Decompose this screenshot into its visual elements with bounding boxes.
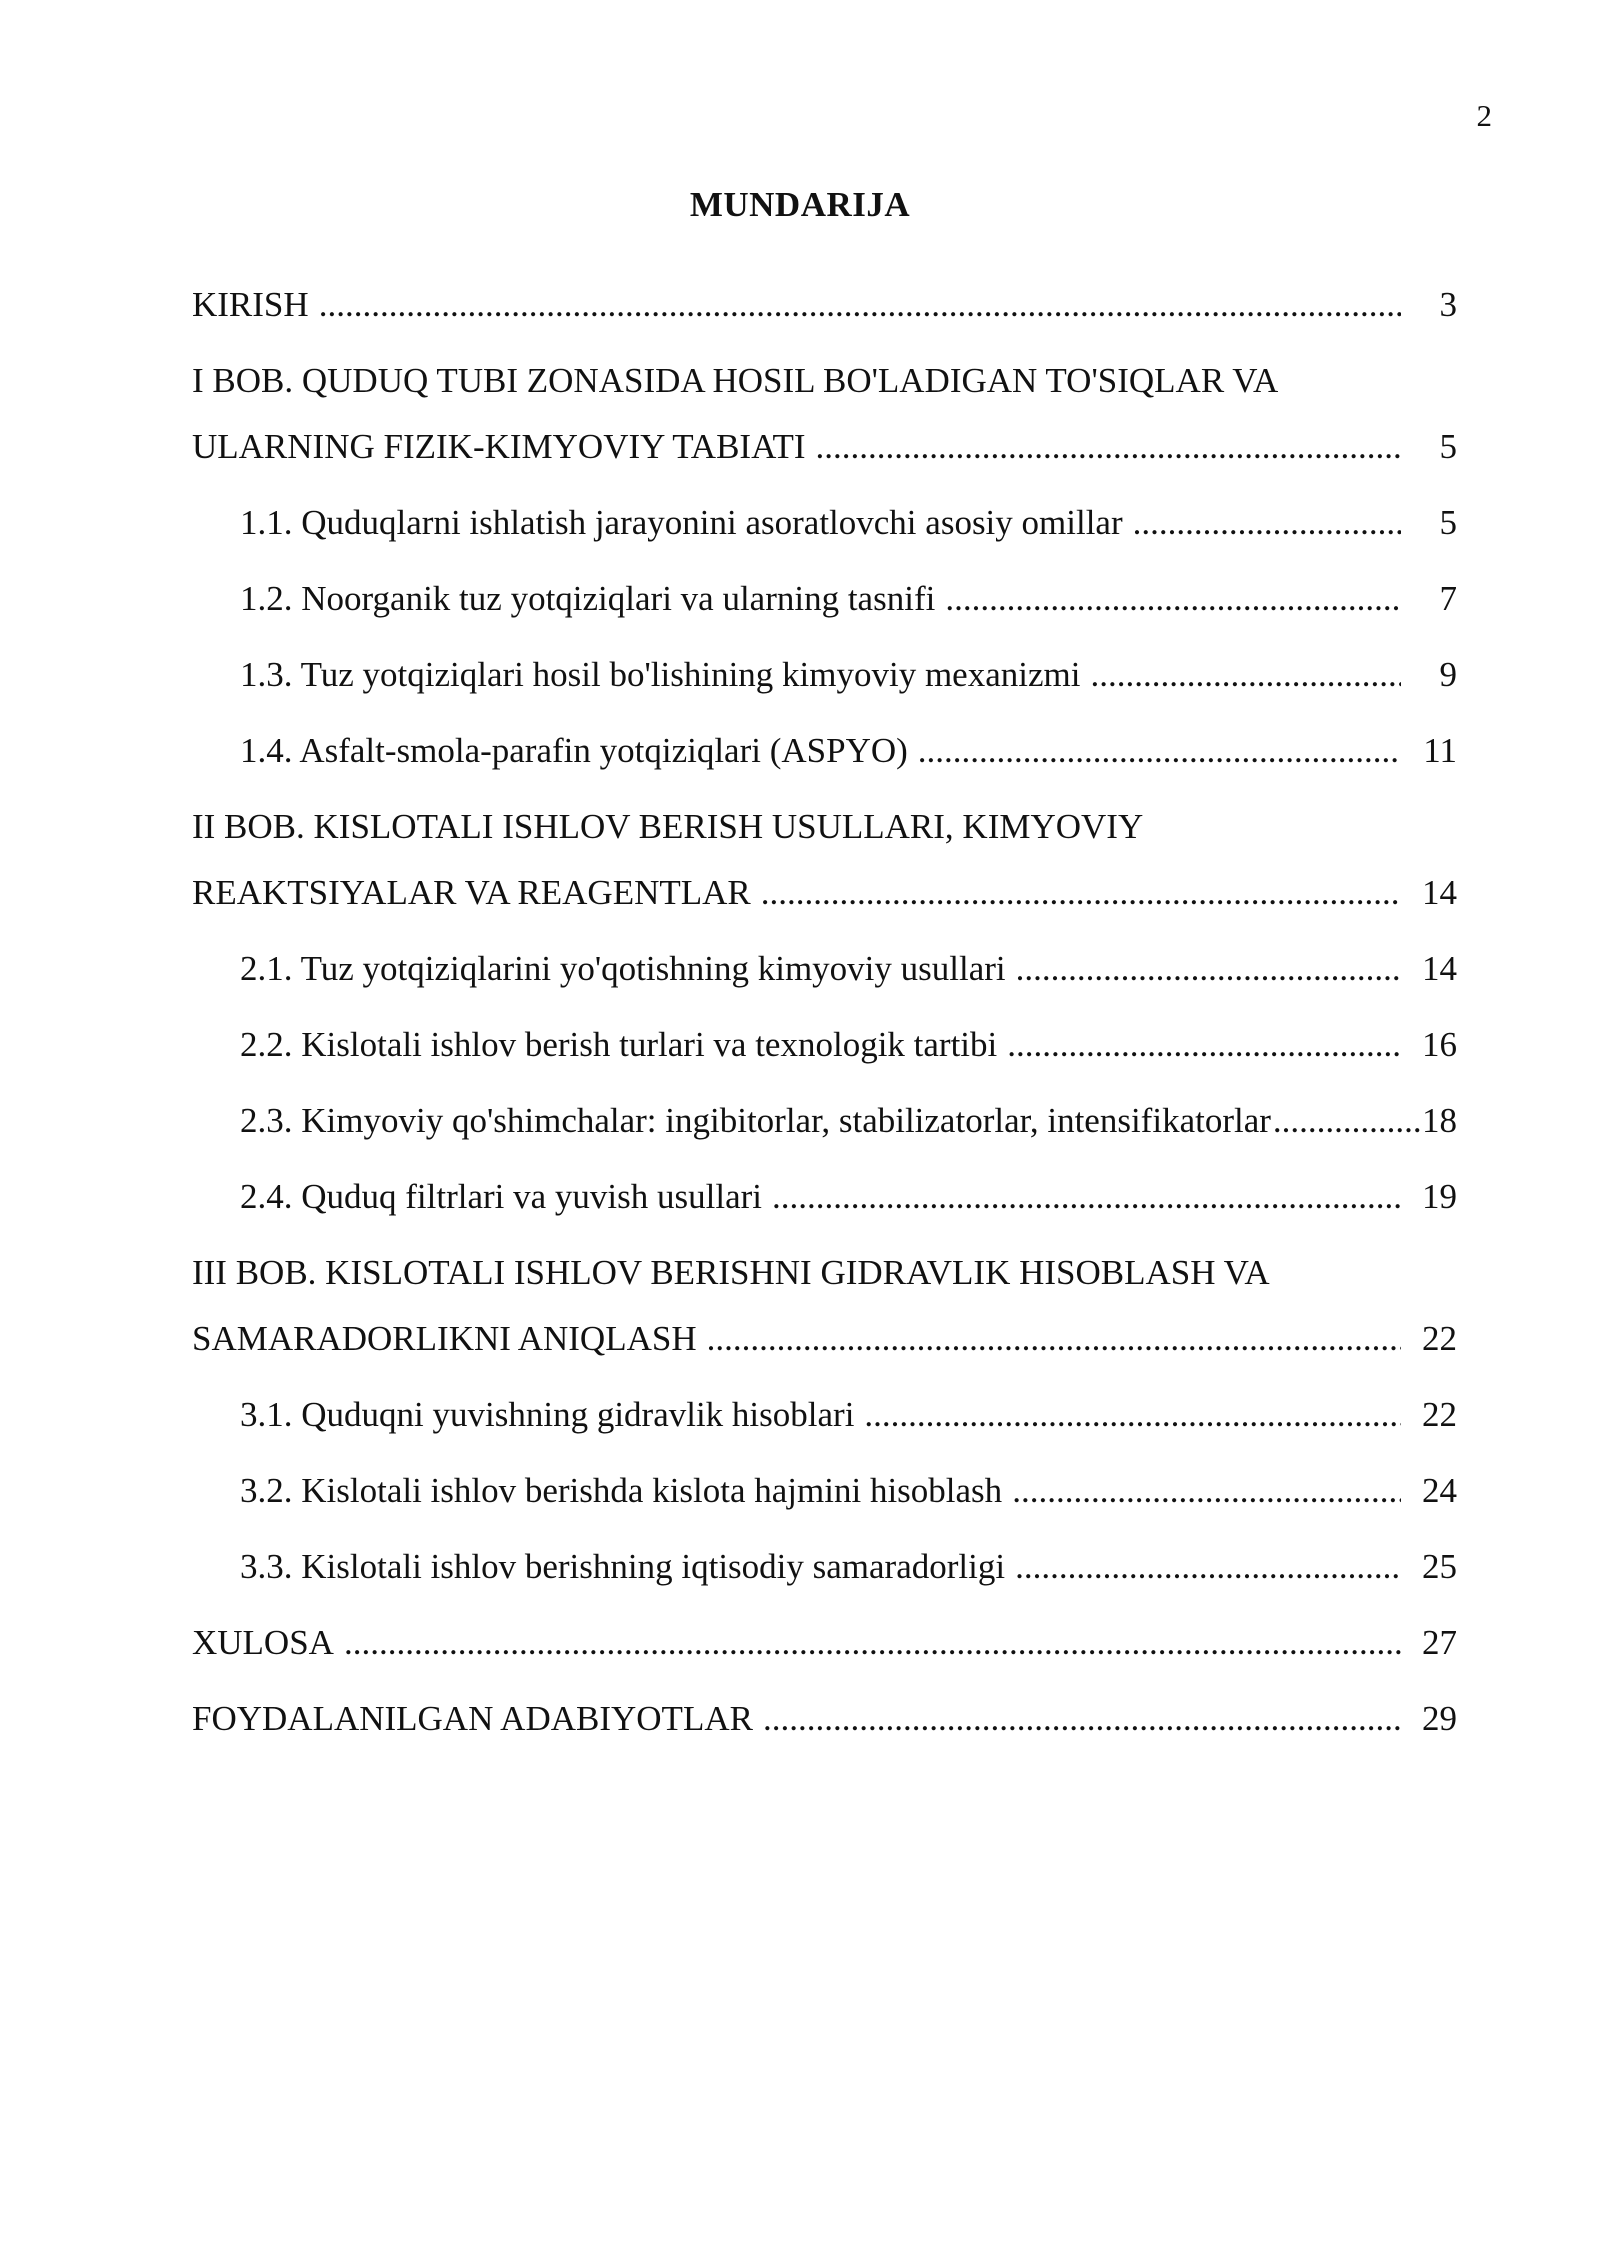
toc-entry-kirish[interactable] <box>192 272 1457 338</box>
dot-leader <box>344 1610 1401 1676</box>
toc-entry-label: ULARNING FIZIK-KIMYOVIY TABIATI <box>192 427 806 466</box>
dot-leader <box>1090 642 1401 708</box>
toc-entry-label: SAMARADORLIKNI ANIQLASH <box>192 1319 697 1358</box>
toc-entry-chapter-1[interactable] <box>192 348 1457 480</box>
toc-entry-label-line1: II BOB. KISLOTALI ISHLOV BERISH USULLARI, KIMYOVIY <box>192 807 1144 846</box>
toc-entry-label: 1.1. Quduqlarni ishlatish jarayonini asoratlovchi asosiy omillar <box>240 503 1123 542</box>
toc-entry-page: 5 <box>1439 503 1457 542</box>
toc-entry-label: 2.4. Quduq filtrlari va yuvish usullari <box>240 1177 763 1216</box>
toc-entry-page: 29 <box>1422 1699 1457 1738</box>
toc-entry-page: 22 <box>1422 1395 1457 1434</box>
page-number: 2 <box>1476 98 1492 133</box>
toc-entry-chapter-2[interactable] <box>192 794 1457 926</box>
toc-entry-label: 1.3. Tuz yotqiziqlari hosil bo'lishining kimyoviy mexanizmi <box>240 655 1081 694</box>
toc-entry-2-3[interactable] <box>192 1088 1457 1154</box>
dot-leader <box>1133 490 1401 556</box>
toc-entry-page: 7 <box>1439 579 1457 618</box>
dot-leader <box>816 414 1401 480</box>
toc-entry-label: REAKTSIYALAR VA REAGENTLAR <box>192 873 751 912</box>
dot-leader <box>864 1382 1401 1448</box>
toc-entry-label: 1.2. Noorganik tuz yotqiziqlari va ularning tasnifi <box>240 579 936 618</box>
toc-entry-1-3[interactable] <box>192 642 1457 708</box>
dot-leader <box>918 718 1401 784</box>
toc-entry-3-1[interactable] <box>192 1382 1457 1448</box>
toc-entry-page: 9 <box>1439 655 1457 694</box>
toc-entry-page: 11 <box>1423 731 1457 770</box>
dot-leader <box>763 1686 1401 1752</box>
toc-entry-page: 16 <box>1422 1025 1457 1064</box>
toc-entry-2-1[interactable] <box>192 936 1457 1002</box>
toc-entry-label-line1: III BOB. KISLOTALI ISHLOV BERISHNI GIDRAVLIK HISOBLASH VA <box>192 1253 1270 1292</box>
toc-entry-label: FOYDALANILGAN ADABIYOTLAR <box>192 1699 753 1738</box>
toc-entry-label: 2.3. Kimyoviy qo'shimchalar: ingibitorlar, stabilizatorlar, intensifikatorlar <box>240 1101 1271 1140</box>
toc-entry-page: 18 <box>1422 1101 1457 1140</box>
toc-entry-label: KIRISH <box>192 285 309 324</box>
toc-entry-1-1[interactable] <box>192 490 1457 556</box>
toc-entry-page: 14 <box>1422 873 1457 912</box>
toc-entry-chapter-3[interactable] <box>192 1240 1457 1372</box>
dot-leader <box>1007 1012 1401 1078</box>
dot-leader <box>1012 1458 1401 1524</box>
toc-entry-label-line1: I BOB. QUDUQ TUBI ZONASIDA HOSIL BO'LADIGAN TO'SIQLAR VA <box>192 361 1279 400</box>
dot-leader <box>707 1306 1401 1372</box>
toc-entry-2-4[interactable] <box>192 1164 1457 1230</box>
toc-entry-3-3[interactable] <box>192 1534 1457 1600</box>
toc-entry-page: 5 <box>1439 427 1457 466</box>
dot-leader <box>319 272 1401 338</box>
toc-entry-label: XULOSA <box>192 1623 334 1662</box>
toc-entry-page: 24 <box>1422 1471 1457 1510</box>
toc-entry-page: 19 <box>1422 1177 1457 1216</box>
table-of-contents <box>192 272 1457 1762</box>
toc-entry-1-2[interactable] <box>192 566 1457 632</box>
toc-entry-3-2[interactable] <box>192 1458 1457 1524</box>
toc-entry-page: 27 <box>1422 1623 1457 1662</box>
toc-entry-label: 3.3. Kislotali ishlov berishning iqtisodiy samaradorligi <box>240 1547 1006 1586</box>
toc-entry-xulosa[interactable] <box>192 1610 1457 1676</box>
toc-entry-page: 22 <box>1422 1319 1457 1358</box>
toc-entry-page: 14 <box>1422 949 1457 988</box>
toc-entry-2-2[interactable] <box>192 1012 1457 1078</box>
toc-entry-label: 2.1. Tuz yotqiziqlarini yo'qotishning kimyoviy usullari <box>240 949 1006 988</box>
toc-title: MUNDARIJA <box>689 185 911 224</box>
dot-leader <box>945 566 1401 632</box>
toc-entry-page: 25 <box>1422 1547 1457 1586</box>
dot-leader <box>772 1164 1401 1230</box>
dot-leader <box>1015 1534 1401 1600</box>
toc-entry-label: 2.2. Kislotali ishlov berish turlari va texnologik tartibi <box>240 1025 998 1064</box>
toc-entry-page: 3 <box>1439 285 1457 324</box>
toc-entry-adabiyotlar[interactable] <box>192 1686 1457 1752</box>
dot-leader <box>1273 1088 1420 1154</box>
dot-leader <box>1016 936 1401 1002</box>
toc-entry-label: 3.1. Quduqni yuvishning gidravlik hisoblari <box>240 1395 855 1434</box>
dot-leader <box>761 860 1401 926</box>
toc-entry-label: 3.2. Kislotali ishlov berishda kislota hajmini hisoblash <box>240 1471 1003 1510</box>
toc-entry-label: 1.4. Asfalt-smola-parafin yotqiziqlari (ASPYO) <box>240 731 908 770</box>
toc-entry-1-4[interactable] <box>192 718 1457 784</box>
